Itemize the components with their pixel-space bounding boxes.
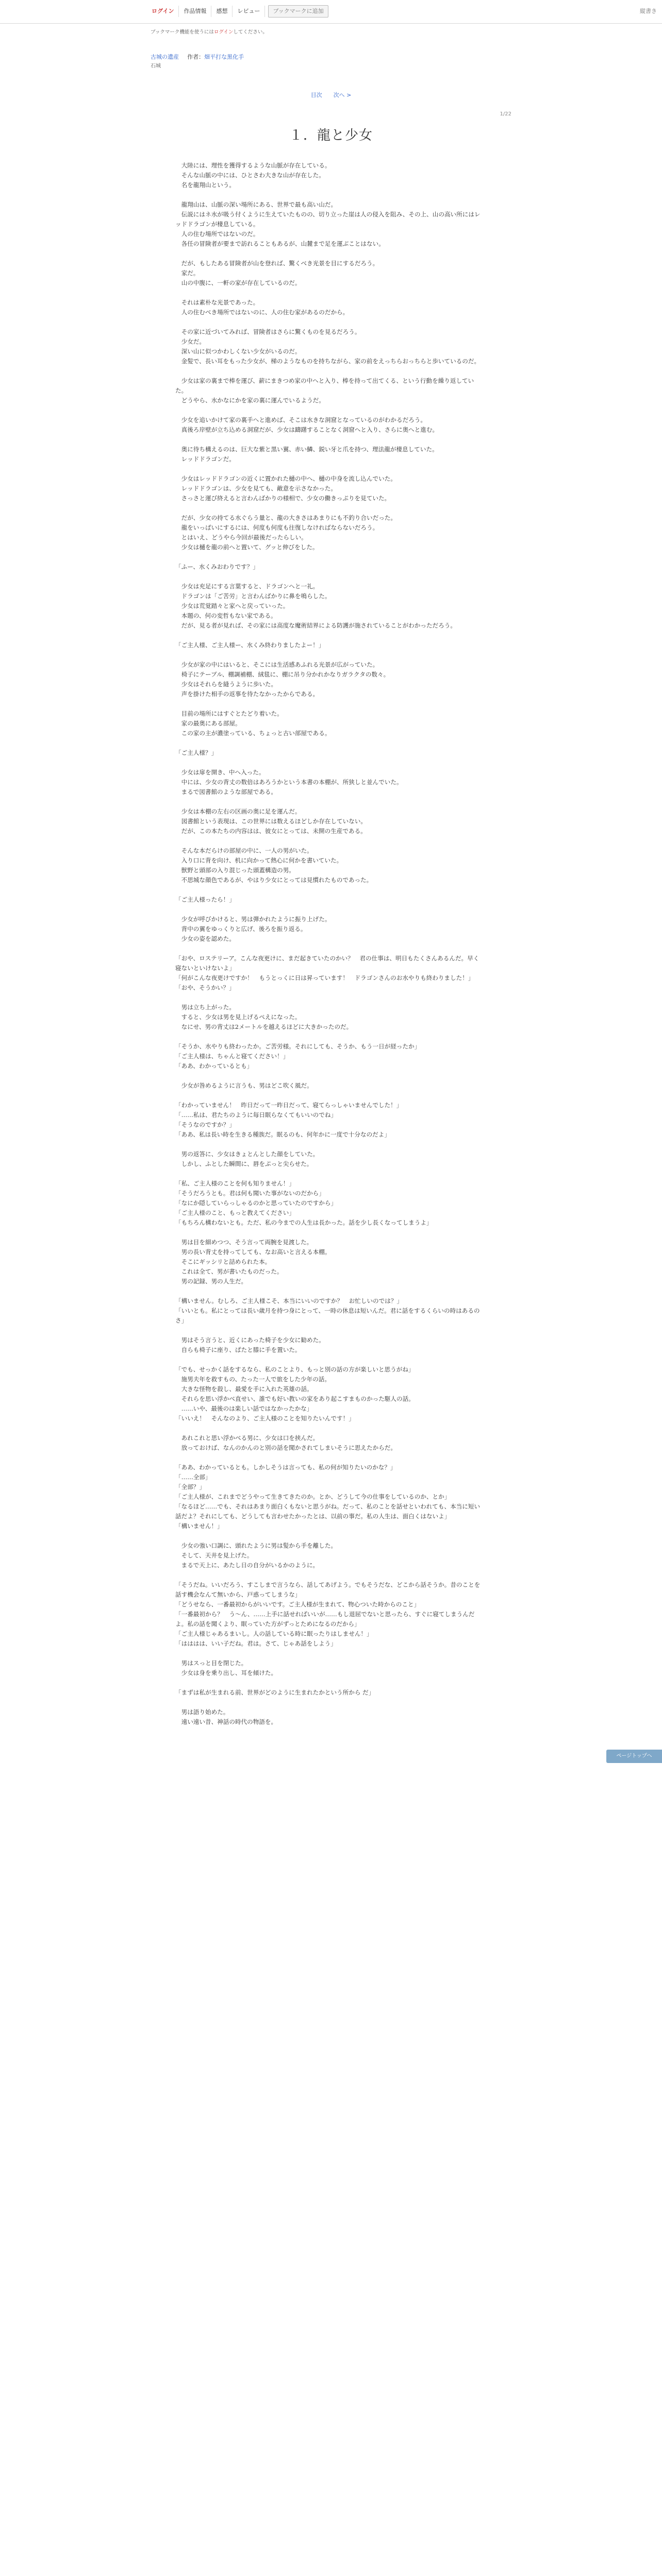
body-line: これは全て、男が書いたものだった。 [175, 1268, 283, 1275]
body-line: 少女は本棚の左右の区画の奥に足を運んだ。 [175, 808, 301, 815]
body-line: 少女が呼びかけると、男は弾かれたように振り上げた。 [175, 916, 331, 923]
novel-info-link[interactable]: 作品情報 [179, 6, 211, 17]
body-line: 伝説にはネ水が吸う付くように生えていたものの、切り立った崖は人の侵入を阻み、その上、山の高い所にはレッドドラゴンが棲息している。 [175, 211, 481, 228]
body-line: 大きな怪物を殺し、最愛を手に入れた英雄の話。 [175, 1385, 313, 1393]
body-line: 「いいとも。私にとっては長い歳月を持つ身にとって、一時の休息は短いんだ。君に話をするくらいの時はあるのさ」 [175, 1307, 480, 1324]
body-line [175, 249, 485, 259]
body-line: 「ご主人様が、これまでどうやって生きてきたのか。とか、どうして今の仕事をしているのか、とか」 [175, 1493, 451, 1500]
body-line: 「そうか、水やりも終わったか。ご苦労様。それにしても、そうか、もう一日が経ったか」 [175, 1043, 421, 1050]
body-line: 家の最奥にある部屋。 [175, 720, 241, 727]
body-line: 「なるほど……でも、それはあまり面白くもないと思うがね。だって、私のことを話せといわれても、本当に短い話だよ？それにしても、どうしても言わせたかったとは、以前の事だ。私の人生は、面白くはないよ」 [175, 1503, 481, 1520]
pager-top [151, 91, 511, 99]
body-line: 男の記録、男の人生だ。 [175, 1278, 247, 1285]
body-line: そんな山脈の中には、ひとさわ大きな山が存在した。 [175, 172, 325, 179]
top-bar [0, 0, 662, 24]
body-line [175, 1649, 485, 1658]
body-line: 少女は充足にする言葉すると、ドラゴンへと一礼。 [175, 583, 319, 590]
body-line: 各任の冒険者が要まで訪れることもあるが、山麓まで足を運ぶことはない。 [175, 240, 385, 247]
body-line: 人の住む場所ではないのだ。 [175, 230, 259, 238]
body-line: その家に近づいてみれば、冒険者はさらに驚くものを見るだろう。 [175, 328, 361, 335]
body-line: 「一番最初から？ う～ん、……上手に話せればいいが……もし退屈でないと思ったら、すぐに寝てしまうんだよ。私の話を聞くより、眠っていた方がずっとためになるのだから」 [175, 1611, 475, 1628]
body-line: 龍をいっぱいにするには、何度も何度も往復しなければならないだろう。 [175, 524, 379, 531]
body-line: 「……全部」 [175, 1473, 211, 1481]
body-line: 山の中腹に、一軒の家が存在しているのだ。 [175, 279, 301, 286]
body-line: 「構いません！」 [175, 1522, 223, 1530]
body-line: 真後ろ岸壁が立ち込める洞窟だが、少女は躊躇することなく洞窟へと入り、さらに奥へと進む。 [175, 426, 439, 433]
body-line [175, 552, 485, 562]
review-link[interactable]: レビュー [233, 6, 265, 17]
body-line: 「ご主人様ったら！」 [175, 896, 235, 903]
novel-header [151, 52, 511, 71]
body-line: 男は目を細めつつ、そう言って両腕を見渡した。 [175, 1239, 313, 1246]
body-line: 「はははは、いい子だね。君は。さて、じゃあ話をしよう」 [175, 1640, 337, 1647]
body-line: 「でも、せっかく話をするなら、私のことより、もっと別の話の方が楽しいと思うがね」 [175, 1366, 415, 1373]
body-line: だが、もしたある冒険者が山を登れば、驚くべき光景を目にするだろう。 [175, 260, 379, 267]
body-line: 「全部？」 [175, 1483, 205, 1490]
body-line [175, 572, 485, 582]
body-line: 「なにか隠していらっしゃるのかと思っていたのですから」 [175, 1199, 337, 1207]
body-line: 「構いません。むしろ、ご主人様こそ、本当にいいのですか？ お忙しいのでは？」 [175, 1297, 403, 1304]
page-top-button[interactable]: ページトップへ [606, 1750, 662, 1763]
body-line [175, 944, 485, 954]
body-line: ドラゴンは「ご苦労」と言わんばかりに鼻を鳴らした。 [175, 592, 331, 600]
body-line: 「何がこんな夜更けですか！ もうとっくに日は昇っています！ ドラゴンさんのお水やりも終わりました！」 [175, 974, 474, 981]
body-line: 男は語り始めた。 [175, 1708, 229, 1716]
body-line: 放っておけば、なんのかんのと別の話を聞かされてしまいそうに思えたからだ。 [175, 1444, 396, 1451]
body-line: だが、少女の持てる水ぐらう量と、龍の大きさはあまりにも不釣り合いだった。 [175, 514, 396, 521]
body-line: 遠い遠い昔、神話の時代の物語を。 [175, 1718, 277, 1725]
body-line [175, 905, 485, 914]
body-line [175, 1531, 485, 1541]
episode-title: １．龍と少女 [289, 128, 373, 143]
body-line [175, 1032, 485, 1042]
body-line [175, 797, 485, 807]
body-line [175, 503, 485, 513]
body-line: そして、天井を見上げた。 [175, 1552, 253, 1559]
body-line [175, 1326, 485, 1335]
body-line: 「……私は、君たちのように毎日眠らなくてもいいのでね」 [175, 1111, 337, 1118]
body-line: なにせ、男の背丈は2メートルを越えるほどに大きかったのだ。 [175, 1023, 353, 1030]
body-line: 「わかっていません！ 昨日だって一昨日だって、寝てらっしゃいませんでした！」 [175, 1101, 403, 1109]
author-prefix: 作者： [187, 54, 205, 60]
body-line: 男の返答に、少女はきょとんとした顔をしていた。 [175, 1150, 319, 1158]
novel-title-link[interactable]: 古城の遺産 [151, 54, 179, 60]
impressions-link[interactable]: 感想 [211, 6, 233, 17]
body-line: 男はそう言うと、近くにあった椅子を少女に勧めた。 [175, 1336, 325, 1344]
body-line: 男はスっと目を閉じた。 [175, 1659, 247, 1667]
body-line: 「まずは私が生まれる前、世界がどのように生まれたかという所から だ」 [175, 1689, 375, 1696]
body-line: 少女の姿を認めた。 [175, 935, 235, 942]
body-line: 人の住むべき場所ではないのに、人の住む家があるのだから。 [175, 309, 349, 316]
body-line: 「もちろん構わないとも。ただ、私の今までの人生は長かった。話を少し長くなってしまうよ」 [175, 1219, 433, 1226]
body-line: 少女はレッドドラゴンの近くに置かれた樋の中へ、樋の中身を流し込んでいた。 [175, 475, 396, 482]
body-line [175, 1071, 485, 1081]
body-line: 「そうだろうとも。君は何も聞いた事がないのだから」 [175, 1190, 325, 1197]
body-line: 大陸には、理性を獲得するような山脈が存在している。 [175, 162, 331, 169]
body-line [175, 1570, 485, 1580]
login-notice [151, 28, 511, 35]
body-line: 少女は扉を開き、中へ入った。 [175, 769, 265, 776]
body-line [175, 993, 485, 1003]
page-number: 1/22 [500, 111, 511, 117]
login-link[interactable]: ログイン [151, 6, 179, 17]
body-line [175, 1355, 485, 1365]
body-line: 「そうだね。いいだろう、すこしまで言うなら、話してあげよう。でもそうだな、どこから話そうか。昔のことを話す機会なんて無いから、戸惑ってしまうな」 [175, 1581, 481, 1598]
body-line [175, 885, 485, 895]
body-line: 男は立ち上がった。 [175, 1004, 235, 1011]
body-line: 獣野と頭部の入り混じった頭蓋構造の男。 [175, 867, 295, 874]
toc-link-top[interactable]: 目次 [310, 92, 322, 98]
body-line: 背中の翼をゆっくりと広げ、後ろを振り返る。 [175, 925, 307, 933]
body-line: 「ああ、わかっているとも」 [175, 1062, 253, 1070]
body-line: 声を掛けた相手の返事を待たなかったからである。 [175, 690, 319, 698]
body-line: 「おや、ロステリーア。こんな夜更けに、まだ起きていたのかい？ 君の仕事は、明日もたくさんあるんだ。早く寝ないといけないよ」 [175, 955, 479, 972]
body-line: レッドドラゴンは、少女を見ても、敵意を示さなかった。 [175, 485, 337, 492]
body-line [175, 650, 485, 660]
body-line: さっさと運び終えると言わんばかりの様相で、少女の働きっぷりを見ていた。 [175, 495, 391, 502]
body-line: 「ご主人様？」 [175, 749, 218, 756]
body-line [175, 366, 485, 376]
add-bookmark-button[interactable]: ブックマークに追加 [268, 5, 328, 18]
body-line: 「いいえ！ そんなのより、ご主人様のことを知りたいんです！」 [175, 1415, 355, 1422]
episode-body [175, 161, 485, 1727]
body-line: 施男夫年を救すもの、たった一人で旅をした少年の話。 [175, 1376, 330, 1383]
body-line: 図書館という表現は、この世界には数えるほどしか存在していない。 [175, 818, 367, 825]
body-line: 奥に待ち構えるのは、巨大な紫と黒い翼、赤い鱗、鋭い牙と爪を持つ、理法龍が棲息していた。 [175, 446, 438, 453]
body-line [175, 435, 485, 445]
body-line: 金髪で、長い耳をもった少女が、梯のようなものを持ちながら、家の前をえっちらおっちらと歩いているのだ。 [175, 358, 481, 365]
body-line [175, 1423, 485, 1433]
body-line: 少女が咎めるように言うも、男はどこ吹く風だ。 [175, 1082, 313, 1089]
top-nav [151, 6, 328, 17]
body-line [175, 631, 485, 640]
notice-text-before: ブックマーク機能を使うには [151, 29, 214, 35]
body-line: そんな本だらけの部屋の中に、一人の男がいた。 [175, 847, 313, 854]
notice-login-link[interactable]: ログイン [213, 29, 234, 35]
body-line: 少女は荒覚踏々と家へと戻っていった。 [175, 602, 289, 609]
body-line: 家だ。 [175, 269, 200, 277]
body-line: 少女が家の中にはいると、そこには生活感あふれる光景が広がっていた。 [175, 661, 379, 668]
notice-text-after: してください。 [233, 29, 268, 35]
body-line [175, 1286, 485, 1296]
body-line: 「ああ、わかっているとも。しかしそうは言っても、私の何が知りたいのかな？」 [175, 1464, 396, 1471]
body-line: 「ご主人様のこと、もっと教えてください」 [175, 1209, 295, 1216]
body-line: 「ご主人様、ご主人様ー、水くみ終わりましたよー！」 [175, 641, 325, 649]
body-line: あれこれと思い浮かべる男に、少女は口を挟んだ。 [175, 1434, 319, 1442]
body-line: すると、少女は男を見上げるぺえになった。 [175, 1013, 301, 1021]
body-line: 龍翔山は、山脈の深い場所にある、世界で最も高い山だ。 [175, 201, 337, 208]
body-line: しかし、ふとした瞬間に、唇をぷっと尖らせた。 [175, 1160, 313, 1167]
body-line [175, 758, 485, 768]
body-line: どうやら、水かなにかを家の裏に運んでいるようだ。 [175, 397, 325, 404]
body-line: 目前の場所にはすぐとたどり着いた。 [175, 710, 283, 717]
body-line: 少女は家の裏まで棒を運び、薪にまきつめ家の中へと入り、棒を持って出てくる、という行動を繰り返していた。 [175, 377, 474, 394]
body-line [175, 738, 485, 748]
body-line: 「どうせなら、一番最初からがいいです。ご主人様が生まれて、物心ついた時からのこと」 [175, 1601, 420, 1608]
body-line [175, 190, 485, 200]
vertical-writing-link[interactable]: 縦書き [640, 8, 657, 14]
series-label: 石城 [151, 63, 161, 69]
body-line: 「そうなのですか？」 [175, 1121, 235, 1128]
body-line: そこにギッシリと詰められた本。 [175, 1258, 271, 1265]
author-line [181, 54, 244, 60]
body-line [175, 1091, 485, 1100]
body-line: 「私、ご主人様のことを何も知りません！」 [175, 1180, 295, 1187]
body-line [175, 1140, 485, 1149]
body-line [175, 1228, 485, 1238]
body-line: レッドドラゴンだ。 [175, 455, 235, 463]
body-line: それらを思い浮かべ直せい、誰でも好い教いの家をあり起こすまものかった駆人の話。 [175, 1395, 415, 1402]
body-line: 自らも椅子に座り、ぱたと膝に手を置いた。 [175, 1346, 301, 1353]
body-line [175, 405, 485, 415]
body-line: とはいえ、どうやら今回が最後だったらしい。 [175, 534, 307, 541]
body-line: 深い山に似つかわしくない少女がいるのだ。 [175, 348, 301, 355]
body-line: 「おや、そうかい？」 [175, 984, 235, 991]
body-line [175, 1169, 485, 1179]
body-line: 「ご主人様じゃあるまいし。人の話している時に眠ったりはしません！」 [175, 1630, 373, 1637]
next-link-top[interactable]: 次へ > [333, 92, 352, 98]
body-line: 椅子にテーブル、棚調補棚、絨毯に、棚に吊り分かれかなりガラクタの数々。 [175, 671, 390, 678]
body-line: 「ああ、私は長い時を生きる種族だ。眠るのも、何年かに一度で十分なのだよ」 [175, 1131, 390, 1138]
body-line: ……いや、最後のは楽しい話ではなかったかな」 [175, 1405, 313, 1412]
body-line: 不思城な顔色であるが、やはり少女にとっては見慣れたものであった。 [175, 876, 373, 884]
body-line: だが、見る者が見れば、その家には高度な魔術結界による防護が施されていることがわかっただろう。 [175, 622, 456, 629]
body-line [175, 464, 485, 474]
body-line: まるで図書館のような部屋である。 [175, 788, 277, 795]
body-line: 少女だ。 [175, 338, 205, 345]
body-line: 少女はそれらを縫うように歩いた。 [175, 681, 277, 688]
body-line: 少女は身を乗り出し、耳を傾けた。 [175, 1669, 277, 1676]
body-line [175, 1678, 485, 1688]
body-line: 名を龍翔山という。 [175, 181, 235, 189]
body-line [175, 836, 485, 846]
body-line: 男の長い背丈を持ってしても、なお高いと言える本棚。 [175, 1248, 331, 1256]
author-link[interactable]: 畑平打な黒化手 [204, 54, 244, 60]
body-line: 少女は樋を龍の前へと置いて、グッと伸びをした。 [175, 544, 319, 551]
body-line [175, 288, 485, 298]
body-line [175, 317, 485, 327]
body-line: 「ふー、水くみおわりです？」 [175, 563, 259, 570]
body-line: それは素朴な光景であった。 [175, 299, 259, 306]
body-line: 中には、少女の背丈の数倍はあろうかという本書の本棚が、所狭しと並んでいた。 [175, 778, 403, 786]
body-line: この家の主が濃塗っている、ちょっと古い部屋である。 [175, 730, 331, 737]
body-line: 「ご主人様は、ちゃんと寝てください！」 [175, 1053, 289, 1060]
body-line: 少女を追いかけて家の裏手へと進めば、そこは水きな洞窟となっているのがわかるだろう。 [175, 416, 426, 423]
body-line: 少女の強い口調に、頭れたように男は髪から手を離した。 [175, 1542, 337, 1549]
body-line: だが、この本たちの内容はは、彼女にとっては、未開の生産である。 [175, 827, 367, 835]
body-line: 本題の、何の変哲もない家である。 [175, 612, 277, 619]
body-line: まるで天上に、あたし日の自分がいるかのように。 [175, 1562, 319, 1569]
body-line [175, 1698, 485, 1707]
body-line [175, 1453, 485, 1463]
body-line [175, 699, 485, 709]
body-line: 入り口に背を向け、机に向かって熱心に何かを書いていた。 [175, 857, 343, 864]
